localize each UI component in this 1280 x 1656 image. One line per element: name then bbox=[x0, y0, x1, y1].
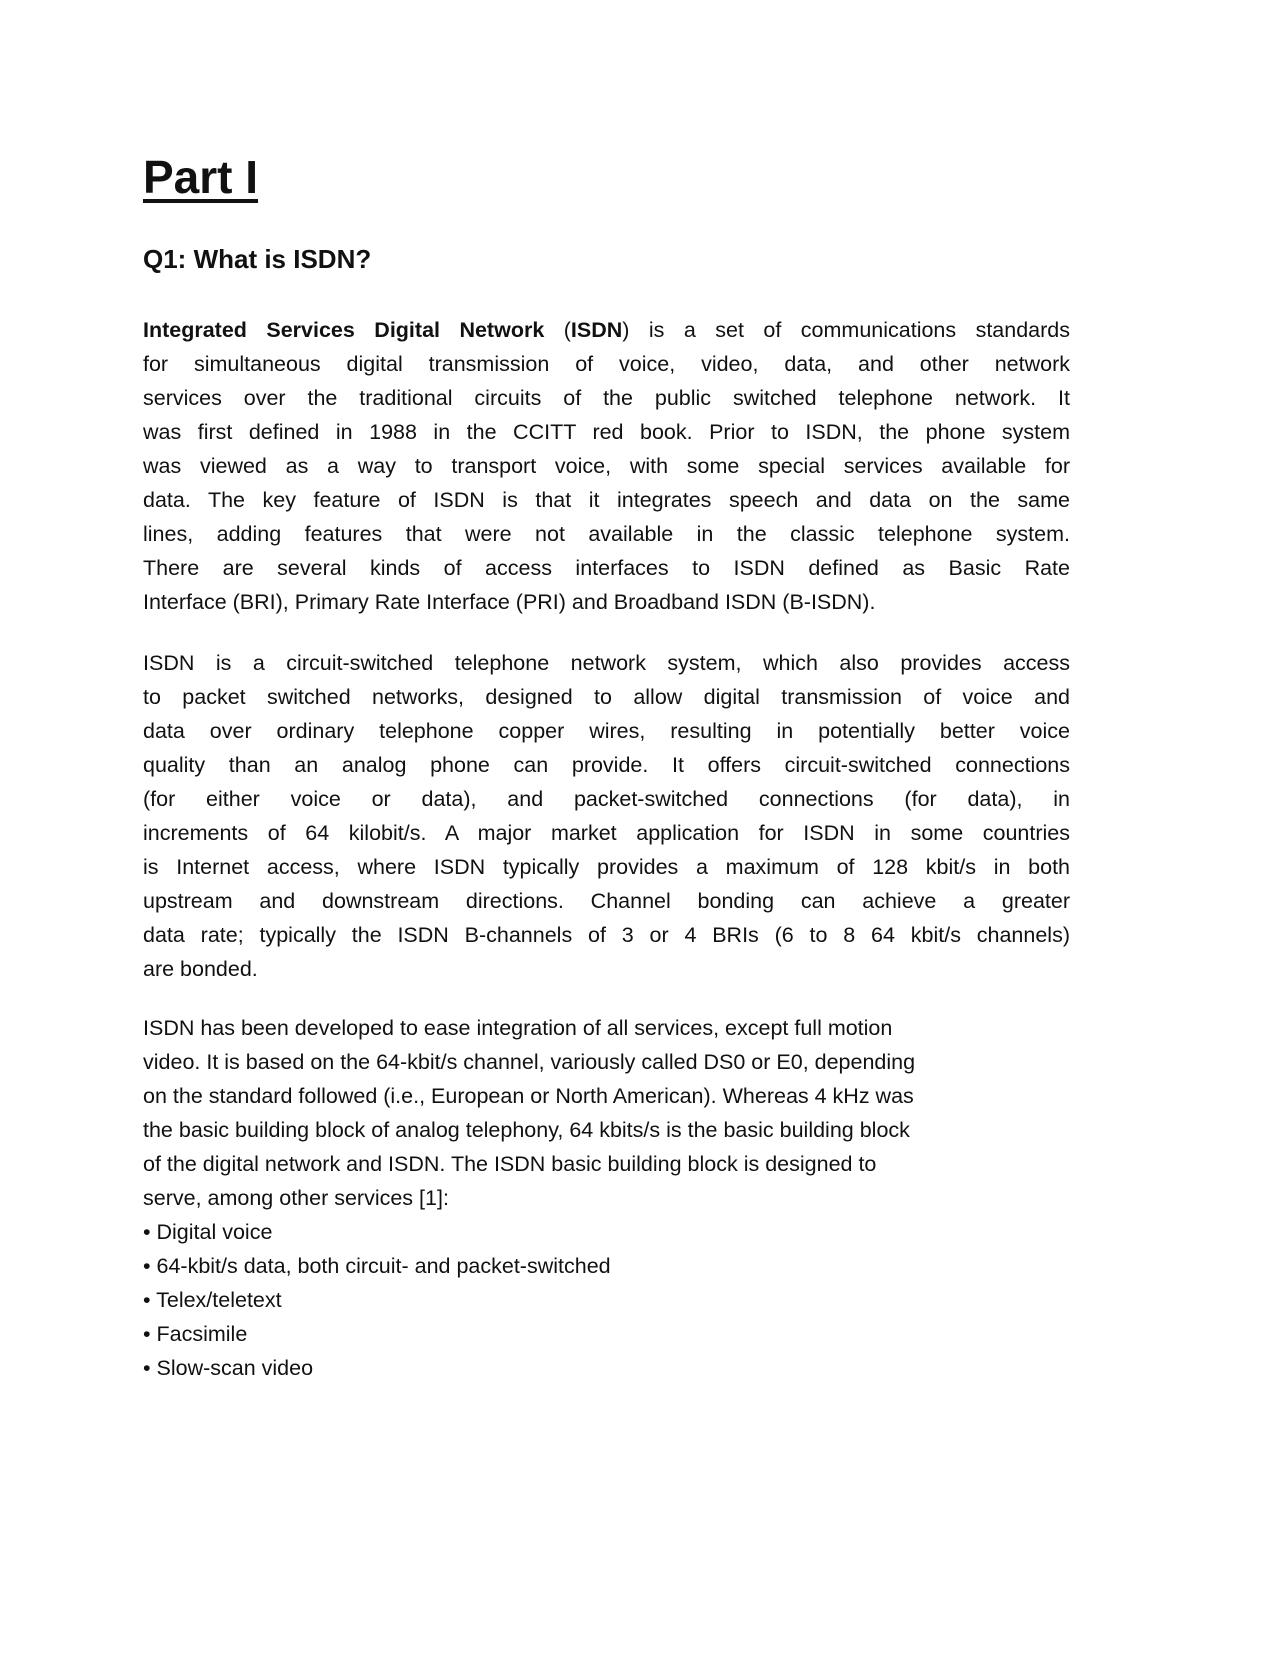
paragraph-line: Interface (BRI), Primary Rate Interface (PRI) and Broadband ISDN (B-ISDN). bbox=[143, 590, 876, 614]
paragraph-line: data. The key feature of ISDN is that it integrates speech and data on the same bbox=[143, 488, 1070, 512]
bullet-item: • Telex/teletext bbox=[143, 1288, 282, 1312]
paragraph-line: on the standard followed (i.e., European or North American). Whereas 4 kHz was bbox=[143, 1084, 914, 1108]
paragraph-line: is Internet access, where ISDN typically provides a maximum of 128 kbit/s in both bbox=[143, 855, 1070, 879]
term-bold: Integrated Services Digital Network bbox=[143, 318, 545, 342]
paragraph-line: data over ordinary telephone copper wires, resulting in potentially better voice bbox=[143, 719, 1070, 743]
paragraph-2 bbox=[143, 646, 1070, 986]
paragraph-1 bbox=[143, 313, 1070, 619]
paragraph-line: the basic building block of analog telephony, 64 kbits/s is the basic building block bbox=[143, 1118, 910, 1142]
bullet-item: • Slow-scan video bbox=[143, 1356, 314, 1380]
paragraph-line: video. It is based on the 64-kbit/s channel, variously called DS0 or E0, depending bbox=[143, 1050, 916, 1074]
paragraph-line: upstream and downstream directions. Channel bonding can achieve a greater bbox=[143, 889, 1070, 913]
paragraph-line: serve, among other services [1]: bbox=[143, 1186, 449, 1210]
paragraph-line: of the digital network and ISDN. The ISDN basic building block is designed to bbox=[143, 1152, 877, 1176]
paragraph-line: (for either voice or data), and packet-switched connections (for data), in bbox=[143, 787, 1070, 811]
paragraph-line: are bonded. bbox=[143, 957, 258, 981]
bullet-item: • 64-kbit/s data, both circuit- and packet-switched bbox=[143, 1254, 611, 1278]
paragraph-line: for simultaneous digital transmission of voice, video, data, and other network bbox=[143, 352, 1070, 376]
paragraph-line: services over the traditional circuits of the public switched telephone network. It bbox=[143, 386, 1070, 410]
paragraph-line: was viewed as a way to transport voice, with some special services available for bbox=[143, 454, 1070, 478]
bullet-item: • Digital voice bbox=[143, 1220, 273, 1244]
paragraph-line: There are several kinds of access interfaces to ISDN defined as Basic Rate bbox=[143, 556, 1070, 580]
paragraph-line: ISDN is a circuit-switched telephone network system, which also provides access bbox=[143, 651, 1070, 675]
paragraph-line: was first defined in 1988 in the CCITT red book. Prior to ISDN, the phone system bbox=[143, 420, 1070, 444]
paragraph-line: quality than an analog phone can provide. It offers circuit-switched connections bbox=[143, 753, 1070, 777]
paragraph-3 bbox=[143, 1011, 1070, 1385]
question-heading: Q1: What is ISDN? bbox=[143, 244, 372, 274]
acronym-bold: ISDN bbox=[570, 318, 623, 342]
paragraph-line: ISDN has been developed to ease integration of all services, except full motion bbox=[143, 1016, 893, 1040]
bullet-item: • Facsimile bbox=[143, 1322, 248, 1346]
paragraph-line: lines, adding features that were not available in the classic telephone system. bbox=[143, 522, 1070, 546]
paragraph-line: Integrated Services Digital Network (ISDN) is a set of communications standards bbox=[143, 318, 1071, 342]
paragraph-line: data rate; typically the ISDN B-channels of 3 or 4 BRIs (6 to 8 64 kbit/s channels) bbox=[143, 923, 1070, 947]
paragraph-line: increments of 64 kilobit/s. A major market application for ISDN in some countries bbox=[143, 821, 1070, 845]
paragraph-line: to packet switched networks, designed to allow digital transmission of voice and bbox=[143, 685, 1070, 709]
page-title: Part I bbox=[143, 151, 259, 203]
